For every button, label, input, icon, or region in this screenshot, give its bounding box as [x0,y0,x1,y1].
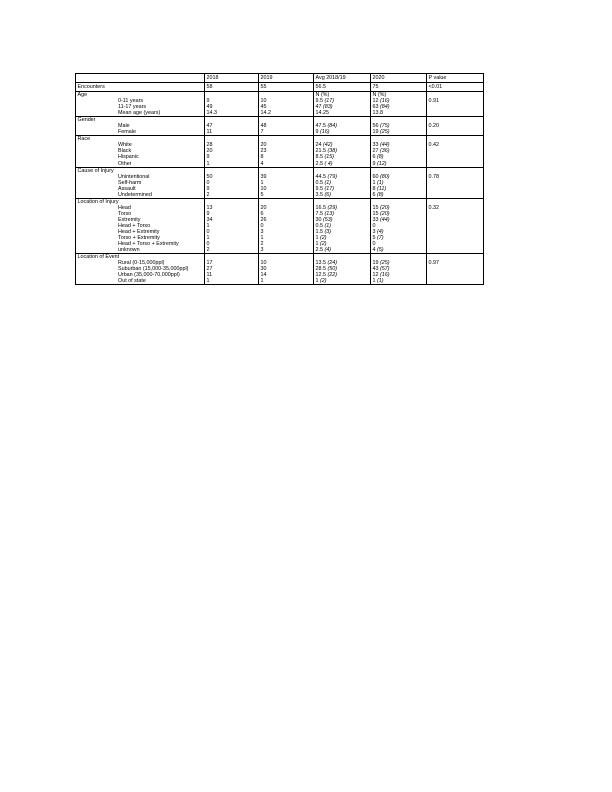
value-2018: 34 [205,217,259,223]
avg-pct: (84) [327,123,338,130]
value-2018: 20 [205,148,259,154]
value-2019: 39 [259,174,314,180]
pct-2020: (16) [380,272,390,279]
avg-n: 9 [315,129,319,136]
n-2020: 9 [372,160,376,167]
n-2020: 12 [372,98,379,105]
avg-n: 47 [315,104,322,111]
n-2020: 8 [372,185,376,192]
row-label: Hispanic [76,154,205,160]
value-2019: 5 [259,192,314,199]
pct-2020: (80) [380,173,390,180]
avg-n: 1 [315,235,319,242]
n-2020: 6 [372,154,376,161]
encounters-2019: 55 [259,83,314,92]
section-title: Gender [76,117,205,124]
value-2018: 14.3 [205,110,259,117]
value-2019: 20 [259,142,314,148]
avg-pct: (79) [327,173,338,180]
avg-n: 30 [315,216,322,223]
avg-n: 13.5 [315,260,326,267]
avg-pct: (2) [320,235,327,242]
avg-pct: (1) [324,179,332,186]
avg-pct: (24) [327,260,338,267]
value-2019: 48 [259,123,314,129]
value-2019: 26 [259,217,314,223]
n-2020: 15 [372,210,379,217]
n-2020: 4 [372,247,376,254]
section-title: Age [76,92,205,99]
pct-2020: (25) [380,260,390,267]
row-label: Black [76,148,205,154]
avg-n: 2.5 [315,160,323,167]
pct-2020: (7) [377,235,384,242]
n-2020: 33 [372,142,379,149]
row-label: Unintentional [76,174,205,180]
n-2020: 15 [372,204,379,211]
n-2020: 1 [372,179,376,186]
row-label: 11-17 years [76,104,205,110]
encounters-2020: 75 [371,83,427,92]
value-2019: 8 [259,154,314,160]
encounters-label: Encounters [76,83,205,92]
n-2020: 19 [372,260,379,267]
avg-pct: (53) [323,216,333,223]
value-2019: 30 [259,266,314,272]
n-2020: 63 [372,104,379,111]
avg-n: 1 [315,241,319,248]
row-label: Head + Torso + Extremity [76,241,205,247]
value-2018: 47 [205,123,259,129]
row-label: Torso [76,211,205,217]
value-2018: 0 [205,180,259,186]
value-avg [314,278,371,285]
row-label: unknown [76,247,205,254]
value-2019: 2 [259,241,314,247]
avg-pct: (4) [324,247,332,254]
row-label: Self-harm [76,180,205,186]
avg-pct: (1) [324,222,332,229]
avg-pct: (13) [324,210,335,217]
n-2020: 19 [372,129,379,136]
pct-2020: (75) [380,123,390,130]
avg-n: 1.5 [315,229,323,236]
p-value: 0.20 [427,123,484,129]
n-2020: 56 [372,123,379,130]
value-2019: 1 [259,235,314,241]
value-2018: 2 [205,247,259,254]
avg-pct: (50) [327,266,338,273]
header-label-cell [76,74,205,83]
avg-pct: (16) [320,129,330,136]
header-avg: Avg 2018/19 [314,74,371,83]
data-table [75,73,484,285]
pct-2020: (11) [377,185,387,192]
n-2020: 33 [372,216,379,223]
p-value: 0.32 [427,205,484,211]
pct-2020: (44) [380,216,390,223]
n-2020: 43 [372,266,379,273]
encounters-2018: 58 [205,83,259,92]
value-2019: 45 [259,104,314,110]
row-label: White [76,142,205,148]
header-2020: 2020 [371,74,427,83]
value-2018: 11 [205,272,259,278]
n-2020: 5 [372,235,376,242]
value-2018: 2 [205,192,259,199]
avg-pct: (17) [324,185,335,192]
n-pct-label: N (%) [371,92,427,99]
pct-2020: (12) [377,160,387,167]
row-label: Head + Torso [76,223,205,229]
pct-2020: (8) [377,154,384,161]
avg-pct: (2) [320,278,327,285]
n-2020: 60 [372,173,379,180]
value-2019: 7 [259,129,314,136]
n-pct-label: N (%) [314,92,371,99]
section-title: Location of Event [76,254,205,261]
section-title: Race [76,136,205,143]
value-2018: 9 [205,186,259,192]
avg-n: 44.5 [315,173,326,180]
row-label: Undetermined [76,192,205,199]
section-title: Location of Injury [76,198,205,205]
p-value: 0.91 [427,98,484,104]
avg-n: 28.5 [315,266,326,273]
table-row [76,278,484,285]
value-2018: 1 [205,235,259,241]
row-label: Urban (35,000-70,000ppl) [76,272,205,278]
avg-pct: (38) [327,148,338,155]
row-label: Head [76,205,205,211]
value-2018: 9 [205,211,259,217]
value-2018: 0 [205,229,259,235]
row-label: Assault [76,186,205,192]
value-2018: 13 [205,205,259,211]
avg-n: 3.5 [315,191,323,198]
value-2018: 11 [205,129,259,136]
value-2019: 3 [259,247,314,254]
avg-pct: (3) [324,229,332,236]
value-2019: 1 [259,180,314,186]
value-2018: 28 [205,142,259,148]
avg-pct: ( 4) [324,160,333,167]
row-label: Other [76,161,205,168]
pct-2020: (20) [380,204,390,211]
avg-n: 47.5 [315,123,326,130]
avg-n: 7.5 [315,210,323,217]
n-2020: 13.8 [372,110,383,117]
avg-n: 1 [315,278,319,285]
header-pvalue: P value [427,74,484,83]
n-2020: 3 [372,229,376,236]
value-2019: 10 [259,260,314,266]
avg-n: 8.5 [315,154,323,161]
pct-2020: (4) [377,229,384,236]
pct-2020: (44) [380,142,390,149]
row-label: Head + Extremity [76,229,205,235]
avg-n: 0.5 [315,222,323,229]
value-2018: 0 [205,241,259,247]
pct-2020: (25) [380,129,390,136]
n-2020: 0 [372,222,376,229]
value-2019: 10 [259,186,314,192]
n-2020: 27 [372,148,379,155]
avg-n: 12.5 [315,272,326,279]
p-value: 0.42 [427,142,484,148]
avg-n: 2.5 [315,247,323,254]
table-body [76,74,484,285]
avg-n: 16.5 [315,204,326,211]
header-row [76,74,484,83]
value-2019: 14.2 [259,110,314,117]
n-2020: 1 [372,278,376,285]
value-2018: 1 [205,223,259,229]
header-2019: 2019 [259,74,314,83]
avg-pct: (22) [327,272,338,279]
section-title: Cause of Injury [76,167,205,174]
value-2019: 1 [259,278,314,285]
avg-n: 0.5 [315,179,323,186]
value-2019: 20 [259,205,314,211]
row-label: Female [76,129,205,136]
row-label: Rural (0-15,000ppl) [76,260,205,266]
avg-pct: (17) [324,98,335,105]
value-2018: 17 [205,260,259,266]
value-2019: 23 [259,148,314,154]
value-2019: 6 [259,211,314,217]
value-2018: 50 [205,174,259,180]
value-2018: 27 [205,266,259,272]
value-2020 [371,278,427,285]
n-2020: 6 [372,191,376,198]
n-2020: 12 [372,272,379,279]
row-label: Suburban (15,000-35,000ppl) [76,266,205,272]
pct-2020: (1) [377,179,384,186]
row-label: Extremity [76,217,205,223]
avg-pct: (2) [320,241,327,248]
p-value [427,278,484,285]
value-2019: 14 [259,272,314,278]
avg-n: 14.25 [315,110,329,117]
pct-2020: (16) [380,98,390,105]
pct-2020: (57) [380,266,390,273]
p-value: 0.97 [427,260,484,266]
avg-pct: (29) [327,204,338,211]
value-2018: 49 [205,104,259,110]
avg-pct: (15) [324,154,335,161]
value-2018: 9 [205,98,259,104]
pct-2020: (84) [380,104,390,111]
avg-pct: (83) [323,104,333,111]
avg-n: 9.5 [315,185,323,192]
value-2019: 4 [259,161,314,168]
encounters-pvalue: <0.01 [427,83,484,92]
value-2019: 0 [259,223,314,229]
avg-n: 24 [315,142,322,149]
row-label: 0-11 years [76,98,205,104]
p-value: 0.78 [427,174,484,180]
avg-n: 21.5 [315,148,326,155]
value-2018: 1 [205,278,259,285]
row-label: Out of state [76,278,205,285]
pct-2020: (1) [377,278,384,285]
n-2020: 0 [372,241,376,248]
value-2019: 10 [259,98,314,104]
value-2018: 1 [205,161,259,168]
pct-2020: (5) [377,247,384,254]
row-label: Torso + Extremity [76,235,205,241]
value-2019: 3 [259,229,314,235]
pct-2020: (8) [377,191,384,198]
pct-2020: (20) [380,210,390,217]
avg-pct: (6) [324,191,332,198]
row-label: Mean age (years) [76,110,205,117]
pct-2020: (36) [380,148,390,155]
avg-n: 9.5 [315,98,323,105]
avg-pct: (42) [323,142,333,149]
encounters-row [76,83,484,92]
encounters-avg: 56.5 [314,83,371,92]
value-2018: 9 [205,154,259,160]
row-label: Male [76,123,205,129]
header-2018: 2018 [205,74,259,83]
